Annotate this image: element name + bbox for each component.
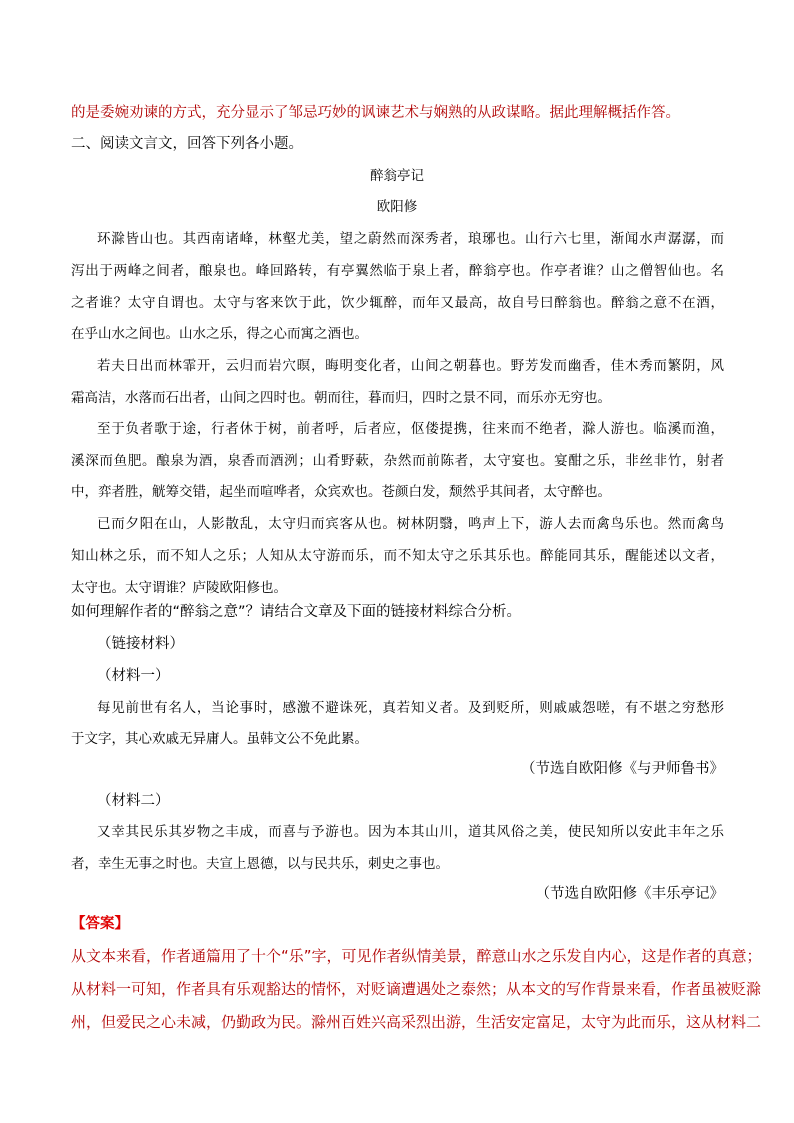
intro-continuation-line: 的是委婉劝谏的方式，充分显示了邹忌巧妙的讽谏艺术与娴熟的从政谋略。据此理解概括作答。 — [71, 105, 680, 121]
question-text: 如何理解作者的“醉翁之意”？请结合文章及下面的链接材料综合分析。 — [71, 604, 522, 620]
essay-line: 知山林之乐，而不知人之乐；人知从太守游而乐，而不知太守之乐其乐也。醉能同其乐，醒能述以文者， — [71, 548, 724, 564]
material-two-source: （节选自欧阳修《丰乐亭记》 — [535, 886, 724, 902]
answer-line: 州，但爱民之心未减，仍勤政为民。滁州百姓兴高采烈出游，生活安定富足，太守为此而乐，这从材料二 — [71, 1013, 762, 1031]
material-one-line: 于文字，其心欢戚无异庸人。虽韩文公不免此累。 — [71, 731, 368, 747]
material-one-source: （节选自欧阳修《与尹师鲁书》 — [521, 761, 724, 777]
link-materials-label: （链接材料） — [97, 636, 184, 652]
essay-line: 环滁皆山也。其西南诸峰，林壑尤美，望之蔚然而深秀者，琅琊也。山行六七里，渐闻水声潺潺，而 — [97, 231, 724, 247]
essay-line: 泻出于两峰之间者，酿泉也。峰回路转，有亭翼然临于泉上者，醉翁亭也。作亭者谁？山之僧智仙也。名 — [71, 263, 724, 279]
material-one-line: 每见前世有名人，当论事时，感激不避诛死，真若知义者。及到贬所，则戚戚怨嗟，有不堪之穷愁形 — [97, 700, 724, 716]
answer-line: 从文本来看，作者通篇用了十个“乐”字，可见作者纵情美景，醉意山水之乐发自内心，这是作者的真意； — [71, 947, 762, 965]
essay-title: 醉翁亭记 — [370, 168, 424, 184]
answer-line: 从材料一可知，作者具有乐观豁达的情怀，对贬谪遭遇处之泰然；从本文的写作背景来看，作者虽被贬滁 — [71, 980, 762, 998]
essay-line: 之者谁？太守自谓也。太守与客来饮于此，饮少辄醉，而年又最高，故自号曰醉翁也。醉翁之意不在酒， — [71, 295, 724, 311]
essay-line: 已而夕阳在山，人影散乱，太守归而宾客从也。树林阴翳，鸣声上下，游人去而禽鸟乐也。然而禽鸟 — [97, 516, 724, 532]
essay-author: 欧阳修 — [376, 199, 418, 215]
essay-line: 中，弈者胜，觥筹交错，起坐而喧哗者，众宾欢也。苍颜白发，颓然乎其间者，太守醉也。 — [71, 484, 611, 500]
essay-line: 若夫日出而林霏开，云归而岩穴暝，晦明变化者，山间之朝暮也。野芳发而幽香，佳木秀而繁阴，风 — [97, 358, 724, 374]
answer-tag: 【答案】 — [71, 916, 129, 932]
material-one-label: （材料一） — [97, 668, 170, 684]
essay-line: 至于负者歌于途，行者休于树，前者呼，后者应，伛偻提携，往来而不绝者，滁人游也。临溪而渔， — [97, 421, 724, 437]
section-heading: 二、阅读文言文，回答下列各小题。 — [71, 136, 303, 152]
material-two-label: （材料二） — [97, 793, 170, 809]
material-two-line: 又幸其民乐其岁物之丰成，而喜与予游也。因为本其山川，道其风俗之美，使民知所以安此丰年之乐 — [97, 824, 724, 840]
essay-line: 在乎山水之间也。山水之乐，得之心而寓之酒也。 — [71, 326, 368, 342]
essay-line: 霜高洁，水落而石出者，山间之四时也。朝而往，暮而归，四时之景不同，而乐亦无穷也。 — [71, 390, 611, 406]
material-two-line: 者，幸生无事之时也。夫宣上恩德，以与民共乐，刺史之事也。 — [71, 856, 449, 872]
essay-line: 太守也。太守谓谁？庐陵欧阳修也。 — [71, 580, 287, 596]
essay-line: 溪深而鱼肥。酿泉为酒，泉香而酒洌；山肴野蔌，杂然而前陈者，太守宴也。宴酣之乐，非丝非竹，射者 — [71, 453, 724, 469]
